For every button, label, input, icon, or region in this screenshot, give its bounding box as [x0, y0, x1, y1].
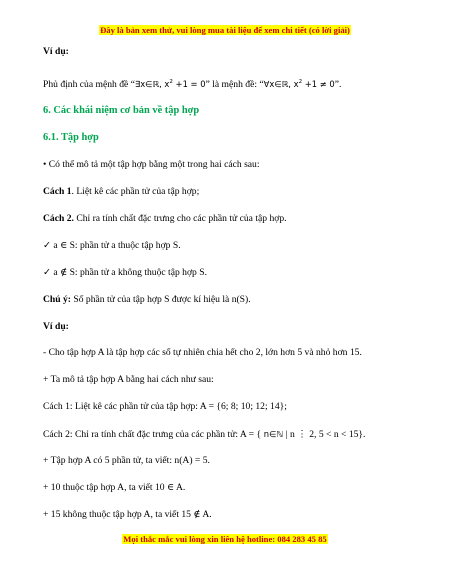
- way-2-prefix: Cách 2: Chỉ ra tính chất đặc trưng của các phần tử: A = {: [43, 429, 262, 440]
- describe-set-A: + Ta mô tả tập hợp A bằng hai cách như sau:: [43, 374, 214, 385]
- method-1-text: . Liệt kê các phần tử của tập hợp;: [71, 186, 200, 197]
- example-heading-2: Ví dụ:: [43, 321, 69, 332]
- preview-notice-text: Đây là bản xem thử, vui lòng mua tài liệu để xem chi tiết (có lời giải): [100, 25, 350, 35]
- not-belongs-notation: ✓ a ∉ S: phần tử a không thuộc tập hợp S.: [43, 267, 207, 278]
- preview-notice-banner: [0, 25, 450, 36]
- hotline-text: Mọi thắc mắc vui lòng xin liên hệ hotline: 084 283 45 85: [123, 534, 327, 544]
- subsection-heading-6-1: 6.1. Tập hợp: [43, 132, 99, 143]
- method-1-label: Cách 1: [43, 186, 72, 197]
- describe-intro: • Có thể mô tả một tập hợp bằng một trong hai cách sau:: [43, 159, 260, 170]
- way-2-math: n∈ℕ: [261, 429, 286, 439]
- negation-example: [43, 78, 410, 91]
- section-heading-6: 6. Các khái niệm cơ bản về tập hợp: [43, 105, 200, 116]
- example-intro: - Cho tập hợp A là tập hợp các số tự nhiên chia hết cho 2, lớn hơn 5 và nhỏ hơn 15.: [43, 347, 362, 358]
- example-heading-1: Ví dụ:: [43, 46, 69, 57]
- negation-middle: ” là mệnh đề: “: [205, 79, 264, 90]
- negation-suffix: ”.: [334, 79, 342, 90]
- note-label: Chú ý:: [43, 294, 71, 305]
- negation-prefix: Phủ định của mệnh đề “: [43, 79, 135, 90]
- method-1: [43, 186, 410, 198]
- ten-in-A: + 10 thuộc tập hợp A, ta viết 10 ∈ A.: [43, 482, 186, 493]
- method-2: [43, 213, 410, 225]
- note-text: Số phần tử của tập hợp S được kí hiệu là n(S).: [71, 294, 251, 305]
- hotline-banner: [0, 534, 450, 545]
- way-2-property: [43, 428, 410, 441]
- statement-forall: ∀x∈ℝ, $x^2 +1 \ne 0$: [263, 79, 335, 89]
- method-2-text: Chỉ ra tính chất đặc trưng cho các phần tử của tập hợp.: [73, 213, 287, 224]
- way-2-suffix: | n ⋮ 2, 5 < n < 15}.: [285, 429, 366, 440]
- statement-exists: ∃x∈ℝ, $x^2 +1 = 0$: [134, 79, 206, 89]
- note: [43, 294, 410, 306]
- belongs-notation: ✓ a ∈ S: phần tử a thuộc tập hợp S.: [43, 240, 181, 251]
- fifteen-not-in-A: + 15 không thuộc tập hợp A, ta viết 15 ∉ A.: [43, 509, 212, 520]
- method-2-label: Cách 2.: [43, 213, 74, 224]
- count-A: + Tập hợp A có 5 phần tử, ta viết: n(A) = 5.: [43, 455, 210, 466]
- way-1-listing: Cách 1: Liệt kê các phần tử của tập hợp: A = {6; 8; 10; 12; 14};: [43, 401, 287, 412]
